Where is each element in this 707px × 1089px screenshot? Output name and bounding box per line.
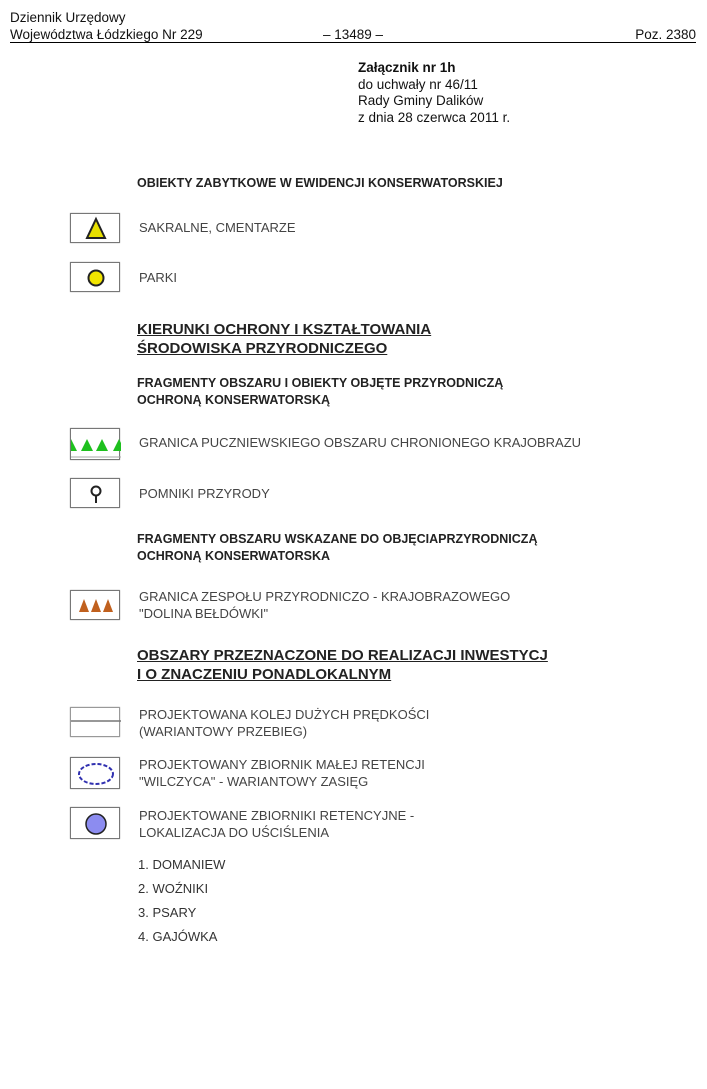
- legend-label-landscape-border: GRANICA PUCZNIEWSKIEGO OBSZARU CHRONIONEGO KRAJOBRAZU: [139, 435, 582, 450]
- position-number: Poz. 2380: [635, 27, 696, 42]
- legend-symbol-rail: [70, 707, 120, 737]
- legend-label-retention: [139, 807, 414, 841]
- legend-label-parks: PARKI: [139, 270, 178, 285]
- legend-symbol-retention: [70, 807, 120, 839]
- legend-label-retention-line1: PROJEKTOWANE ZBIORNIKI RETENCYJNE -: [139, 808, 415, 823]
- circle-icon: [71, 263, 121, 293]
- annex-council: Rady Gminy Dalików: [358, 93, 484, 108]
- legend-label-reservoir: [139, 756, 425, 790]
- section-protected-line1: FRAGMENTY OBSZARU I OBIEKTY OBJĘTE PRZYRODNICZĄ: [137, 376, 504, 390]
- legend-label-rail-line2: (WARIANTOWY PRZEBIEG): [139, 724, 308, 739]
- section-proposed-line2: OCHRONĄ KONSERWATORSKA: [137, 549, 331, 563]
- section-proposed-line1: FRAGMENTY OBSZARU WSKAZANE DO OBJĘCIAPRZYRODNICZĄ: [137, 532, 538, 546]
- legend-label-monuments: POMNIKI PRZYRODY: [139, 486, 270, 501]
- section-investments: [137, 646, 548, 684]
- section-heritage: OBIEKTY ZABYTKOWE W EWIDENCJI KONSERWATORSKIEJ: [137, 176, 503, 190]
- green-triangles-icon: [71, 429, 121, 461]
- annex-date: z dnia 28 czerwca 2011 r.: [358, 109, 511, 125]
- double-line-icon: [71, 708, 121, 738]
- legend-symbol-sacral: [70, 213, 120, 243]
- legend-label-complex: [139, 588, 510, 622]
- pin-icon: [71, 479, 121, 509]
- legend-label-complex-line1: GRANICA ZESPOŁU PRZYRODNICZO - KRAJOBRAZOWEGO: [139, 589, 511, 604]
- brown-triangles-icon: [71, 591, 121, 621]
- section-nature-line1: KIERUNKI OCHRONY I KSZTAŁTOWANIA: [137, 321, 432, 338]
- section-protected-fragments: [137, 375, 503, 409]
- list-item: 2. WOŹNIKI: [138, 881, 209, 896]
- dashed-ellipse-icon: [71, 758, 121, 790]
- reservoir-list: [138, 853, 225, 949]
- page-number: – 13489 –: [323, 27, 384, 42]
- section-investments-line2: I O ZNACZENIU PONADLOKALNYM: [137, 666, 392, 683]
- triangle-icon: [71, 214, 121, 244]
- list-item: 3. PSARY: [138, 905, 197, 920]
- legend-symbol-parks: [70, 262, 120, 292]
- blue-circle-icon: [71, 808, 121, 840]
- section-proposed-fragments: [137, 531, 537, 565]
- legend-label-reservoir-line2: "WILCZYCA" - WARIANTOWY ZASIĘG: [139, 774, 369, 789]
- journal-voivodeship: Województwa Łódzkiego Nr 229: [10, 27, 203, 42]
- legend-label-retention-line2: LOKALIZACJA DO UŚCIŚLENIA: [139, 825, 330, 840]
- list-item: 4. GAJÓWKA: [138, 929, 218, 944]
- annex-resolution: do uchwały nr 46/11: [358, 76, 478, 92]
- journal-name: Dziennik Urzędowy: [10, 10, 126, 25]
- legend-symbol-reservoir: [70, 757, 120, 789]
- annex-title: Załącznik nr 1h: [358, 60, 456, 75]
- legend-label-reservoir-line1: PROJEKTOWANY ZBIORNIK MAŁEJ RETENCJI: [139, 757, 425, 772]
- legend-label-complex-line2: "DOLINA BEŁDÓWKI": [139, 606, 269, 621]
- legend-symbol-monuments: [70, 478, 120, 508]
- legend-symbol-complex: [70, 590, 120, 620]
- legend-label-sacral: SAKRALNE, CMENTARZE: [139, 220, 296, 235]
- legend-label-rail: [139, 706, 429, 740]
- section-protected-line2: OCHRONĄ KONSERWATORSKĄ: [137, 393, 331, 407]
- section-nature-line2: ŚRODOWISKA PRZYRODNICZEGO: [137, 340, 388, 357]
- section-investments-line1: OBSZARY PRZEZNACZONE DO REALIZACJI INWESTYCJ: [137, 647, 548, 664]
- section-nature-protection: [137, 320, 431, 358]
- legend-symbol-landscape-border: [70, 428, 120, 460]
- legend-label-rail-line1: PROJEKTOWANA KOLEJ DUŻYCH PRĘDKOŚCI: [139, 707, 430, 722]
- list-item: 1. DOMANIEW: [138, 857, 226, 872]
